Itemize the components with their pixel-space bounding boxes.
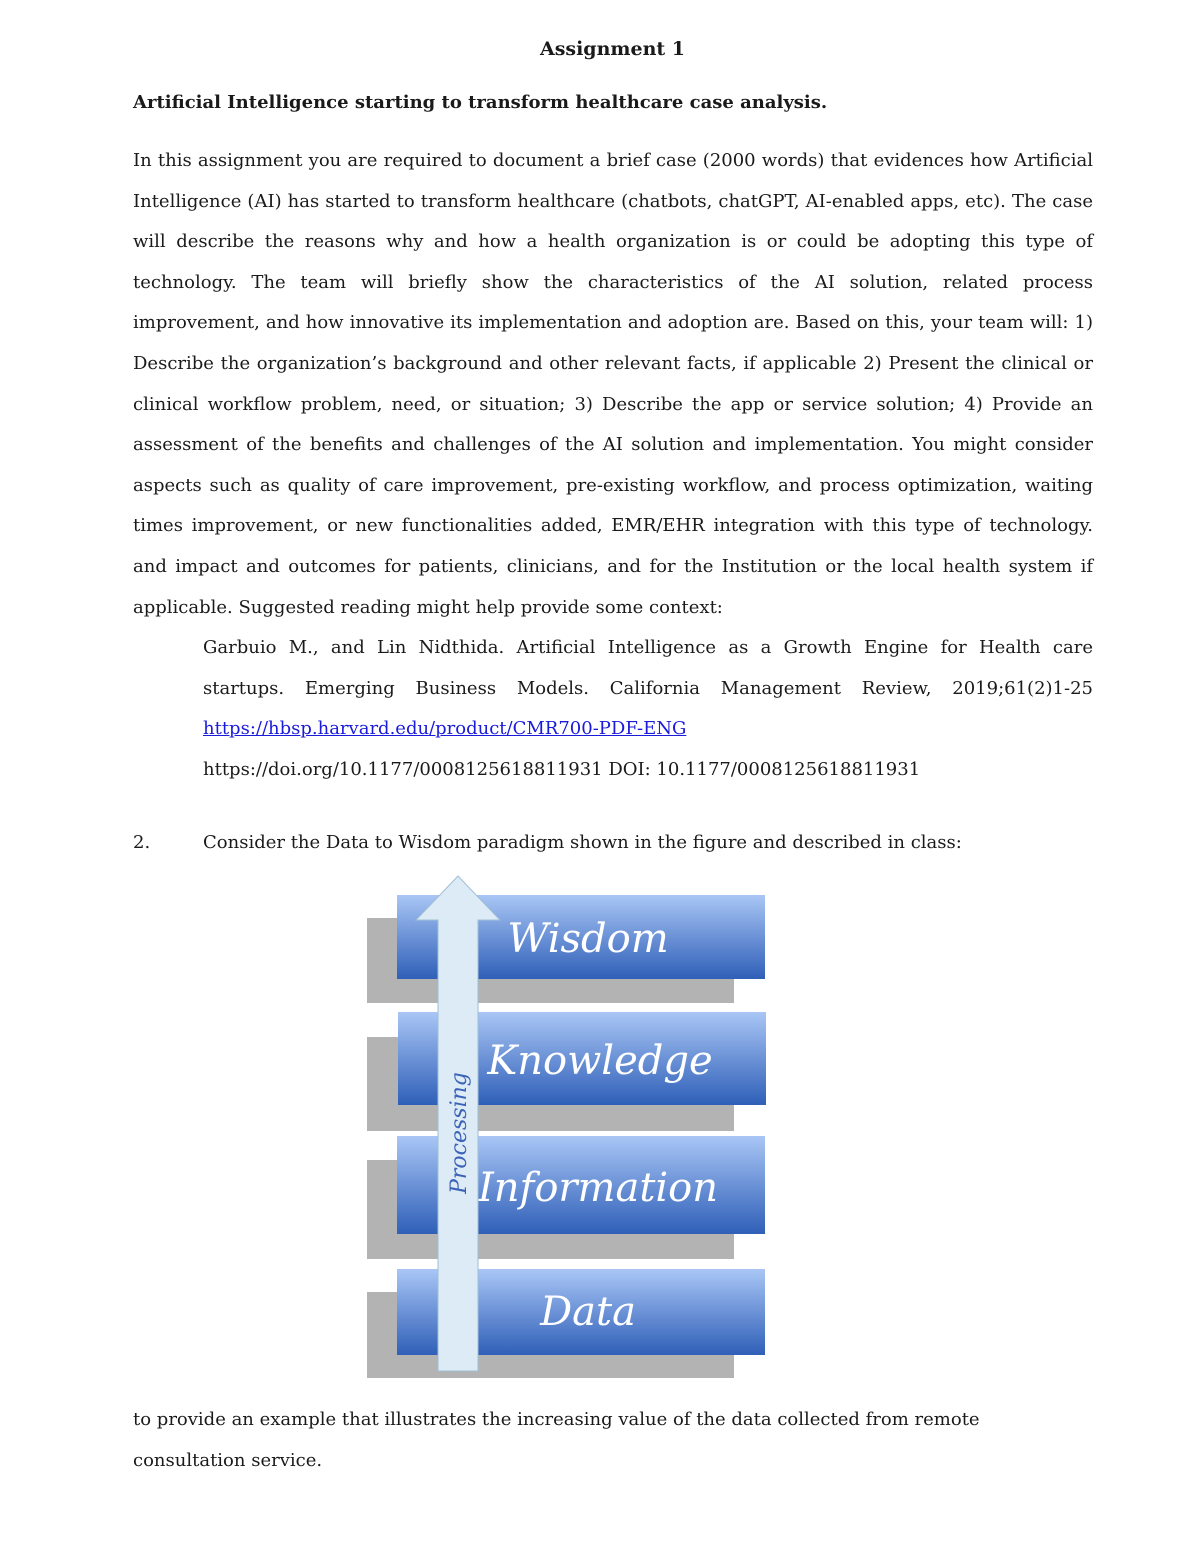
suggested-reading xyxy=(203,628,1093,790)
numbered-item-2 xyxy=(133,832,962,853)
layer-label-information: Information xyxy=(477,1165,719,1211)
layer-label-knowledge: Knowledge xyxy=(487,1038,713,1084)
assignment-subtitle: Artificial Intelligence starting to transform healthcare case analysis. xyxy=(133,92,828,113)
processing-arrow-label: Processing xyxy=(447,1072,472,1194)
closing-paragraph: to provide an example that illustrates the increasing value of the data collected from remote consultation service. xyxy=(133,1409,980,1471)
item-number: 2. xyxy=(133,832,151,853)
page-title: Assignment 1 xyxy=(539,38,686,60)
assignment-description: In this assignment you are required to document a brief case (2000 words) that evidences how Artificial Intelligence (AI) has started to transform healthcare (chatbots, chatGPT, AI-enabled apps, etc). The case will describe the reasons why and how a health organization is or could be adopting this type of technology. The team will briefly show the characteristics of the AI solution, related process improvement, and how innovative its implementation and adoption are. Based on this, your team will: 1) Describe the organization’s background and other relevant facts, if applicable 2) Present the clinical or clinical workflow problem, need, or situation; 3) Describe the app or service solution; 4) Provide an assessment of the benefits and challenges of the AI solution and implementation. You might consider aspects such as quality of care improvement, pre-existing workflow, and process optimization, waiting times improvement, or new functionalities added, EMR/EHR integration with this type of technology. and impact and outcomes for patients, clinicians, and for the Institution or the local health system if applicable. Suggested reading might help provide some context: xyxy=(133,150,1093,618)
reference-citation: Garbuio M., and Lin Nidthida. Artificial Intelligence as a Growth Engine for Health care startups. Emerging Business Models. California Management Review, 2019;61(2)1-25 xyxy=(203,637,1093,699)
reference-doi: https://doi.org/10.1177/0008125618811931 DOI: 10.1177/0008125618811931 xyxy=(203,758,921,780)
item-text: Consider the Data to Wisdom paradigm shown in the figure and described in class: xyxy=(203,832,962,853)
dikw-diagram xyxy=(360,875,770,1385)
layer-label-wisdom: Wisdom xyxy=(507,916,669,962)
layer-label-data: Data xyxy=(540,1289,636,1335)
reference-link[interactable]: https://hbsp.harvard.edu/product/CMR700-PDF-ENG xyxy=(203,718,687,740)
dikw-svg xyxy=(360,875,770,1385)
